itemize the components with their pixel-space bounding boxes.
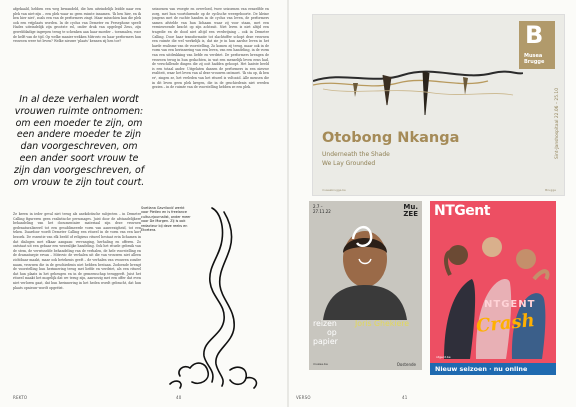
folio-left-label: REKTO (13, 395, 28, 400)
exhibition-subtitle: Underneath the Shade We Lay Grounded (322, 151, 390, 167)
portrait-artwork (309, 215, 422, 320)
ntgent-logo: NTGent (434, 203, 490, 219)
ad-muzee (309, 201, 422, 370)
folio-left-number: 40 (176, 395, 182, 400)
body-text-top: afgekaald, hebben een weg bewandeld, die hen uiteindelijk leidde naar een plek van niet-zijn – een plek waar zo geen ruimte innamen. 'Ik ben hier, en ik ben hier niet', zoals een van de performers zingt. Maar misschien kan die plek ook een vrijplaats worden. In de cyclus van Demeter en Persephone speelt Hades uiteindelijk zijn grootste rol, onder druk van opgelegd Zeus, zijn gewelddadige ingrepen terug te schenken aan haar moeder – toenmalen, voor de helft van de tijd. Op welke manier wekken Mitrovic en haar performers hun vrouwen weer tot leven? Welke nieuwe 'plaats' kennen zij hen toe? (13, 7, 141, 44)
author-caption: Svetlana Gavrilović werkt voor Pietlev en is freelance cultuurjournalist, onder meer voor De Morgen. Zij is ook redacteur bij deze reeks en Etcetera. (141, 206, 191, 233)
body-text-bottom: Ze keren in ieder geval niet terug als anekdotische subjecten – in Demeter Calling figureren geen realistische personages. Juist door de afstandelijkere behandeling van het documentaire materiaal zijn deze vrouwen gedenaturaliseerd tot een gesublimeerde vorm van aanwezigheid, tot een teken. Daardoor wordt Demeter Calling een ritueel in de vorm van een kort bezoek. De essentie van elk beeld of religieus ritueel bestaat erin lichamen in dat dialogen met elkaar aangaan: vervanging, herhaling en offeren. Zo ontstaat uit een gebaar een wezenlijke handeling. Ook het rituele gebruik van de stem, de verwisselde behandeling van de verhalen, de hele voorstelling en de dramaturgie ervan – Mitrovic de verhalen uit die van vrouwen niet alleen zichtbaar maakt, maar ook betekenis geeft – de verhalen van vrouwen zonder naam, vrouwen die in de geschiedenis niet hebben bestaan. Zodoende brengt de voorstelling hun herinnering terug met liefde en verdriet, als een ritueel dat hun plaats in het geheugen en in de gemeenschap teruggeeft. Juist het ritueel maakt het mogelijk dat we terug zijn, aanwezig met een offer dat even niet verloren gaat, dat hun herinnering in het heden wordt gebracht, dat hun plaats opnieuw wordt opgeëist. (13, 212, 141, 290)
ntgent-badge: NTGENT (484, 299, 536, 310)
poster-footer-right: Oostende (396, 362, 416, 367)
poster-footer: museabrugge.be (322, 188, 346, 192)
exhibition-dates: 2.7 – 27.11.22 (313, 204, 331, 214)
poster-footer-right: Brugge (545, 188, 556, 192)
landscape-artwork (313, 45, 523, 125)
poster-footer: muzee.be (313, 362, 328, 366)
line-drawing-illustration (150, 200, 285, 390)
page-gutter (287, 0, 289, 407)
musea-brugge-logo: B Musea Brugge (519, 21, 555, 69)
season-banner: Nieuw seizoen · nu online (430, 363, 556, 375)
poster-website: ntgent.be (436, 355, 451, 359)
folio-right-number: 41 (402, 395, 408, 400)
exhibition-title: Otobong Nkanga (322, 130, 460, 146)
muzee-logo: Mu. ZEE (403, 203, 418, 218)
ad-ntgent (430, 201, 556, 375)
venue-dates: Sint-Janshospitaal 22.06 – 25.10 (555, 87, 560, 159)
ad-musea-brugge (312, 14, 565, 196)
body-text-middle: seizoenen van vroegte en overvloed, twee seizoenen van eenzelfde en zorg, met hun voortdurende op de cyclische weergeboorte. De kleine jongens met de rachte handen in de cyclus van leven, de performers samen afstelde van hun lichaam waar zij voor staan, met een vernieuwende kracht op zijn achtsuit. Niet leven is niet altijd een tragedie en de dood niet altijd een verdwijning – ook in Demeter Calling. Door haar transformatie tot slachtoffer schopt deze vrouwen een ruimte die wel werkelijk is, dat zie je in hun aardse leven in het harde realisme van de voorstelling. Zo komen zij terug, maar ook in de vorm van een herinnering van een leven, van een handeling, in de vorm van een uitdrukking van liefde en verdriet. De performers brengen de vrouwen terug in hun gedachten, in wat een menselijk leven eens had, de verschillende dingen die zij ooit hadden gehoopt. Het laatste beeld is een totaal ander. Uitgelaten dansen de performers in een nieuwe realiteit, waar het leven van al deze vrouwen ontmoet. 'Ik sta op, ik ben er', zingen ze, het verleden van het ritueel is voltooid. Alle mensen die in dit leven geen plek kregen, die in de geschiedenis niet werden gezien – in de ruimte van de voorstelling hebben ze een plek. (152, 7, 269, 90)
exhibition-title: reizen op papier Joris Ghekiere (313, 319, 410, 346)
group-photo (430, 219, 556, 359)
folio-right-label: VERSO (296, 395, 311, 400)
pull-quote: In al deze verhalen wordt vrouwen ruimte ontnomen: om een moeder te zijn, om een andere moeder te zijn dan voorgeschreven, om een ander soort vrouw te zijn dan voorgeschreven, of om vrouw te zijn tout court. (13, 94, 145, 188)
show-title: Crash (475, 309, 536, 338)
